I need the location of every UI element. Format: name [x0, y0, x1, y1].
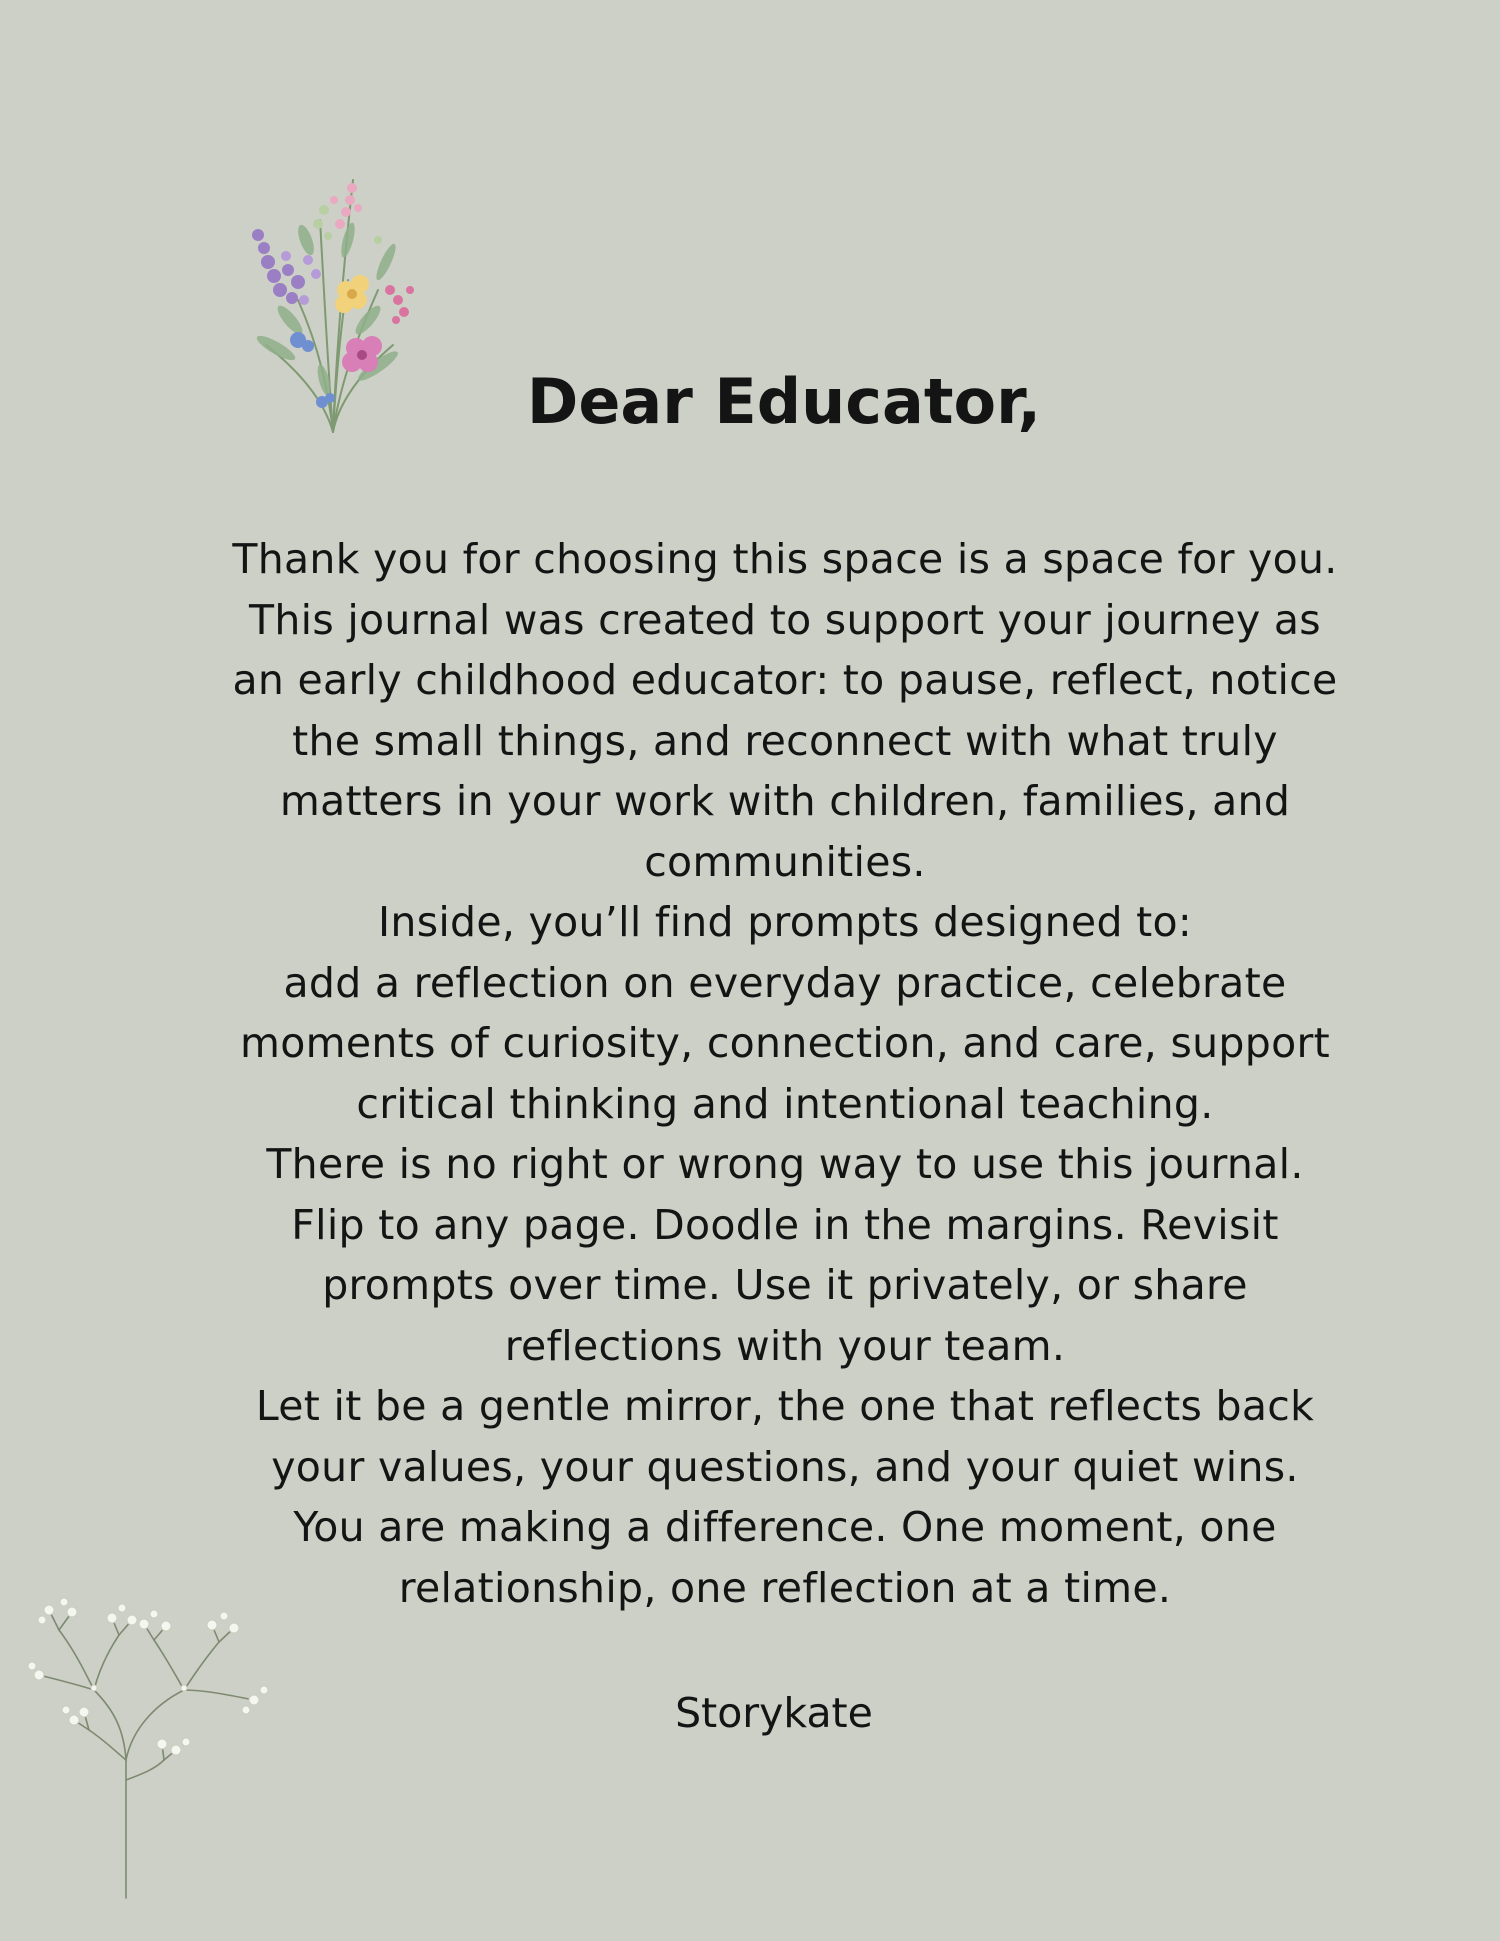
letter-line: reflections with your team.	[504, 1321, 1066, 1370]
letter-line: moments of curiosity, connection, and care, support	[240, 1019, 1330, 1067]
letter-line: Let it be a gentle mirror, the one that reflects back	[255, 1382, 1315, 1430]
letter-body	[175, 529, 1395, 1618]
letter-line: relationship, one reflection at a time.	[398, 1563, 1172, 1612]
letter-line: add a reflection on everyday practice, celebrate	[283, 958, 1287, 1007]
letter-line: the small things, and reconnect with what truly	[292, 716, 1278, 765]
letter-line: an early childhood educator: to pause, reflect, notice	[232, 656, 1338, 704]
letter-line: matters in your work with children, families, and	[279, 777, 1291, 825]
letter-line: communities.	[644, 837, 926, 886]
letter-line: Thank you for choosing this space is a space for you.	[232, 535, 1338, 583]
letter-line: critical thinking and intentional teaching.	[356, 1079, 1214, 1128]
letter-line: prompts over time. Use it privately, or share	[322, 1261, 1248, 1309]
gypsophila-sprig-illustration	[14, 1580, 284, 1900]
page-title: Dear Educator,	[526, 365, 1042, 438]
signature: Storykate	[675, 1689, 873, 1737]
letter-line: You are making a difference. One moment, one	[293, 1503, 1277, 1551]
letter-line: Inside, you’ll find prompts designed to:	[378, 898, 1192, 946]
letter-line: your values, your questions, and your quiet wins.	[271, 1442, 1299, 1491]
letter-line: Flip to any page. Doodle in the margins. Revisit	[291, 1200, 1279, 1249]
letter-line: This journal was created to support your journey as	[249, 595, 1321, 644]
letter-line: There is no right or wrong way to use this journal.	[266, 1140, 1304, 1188]
